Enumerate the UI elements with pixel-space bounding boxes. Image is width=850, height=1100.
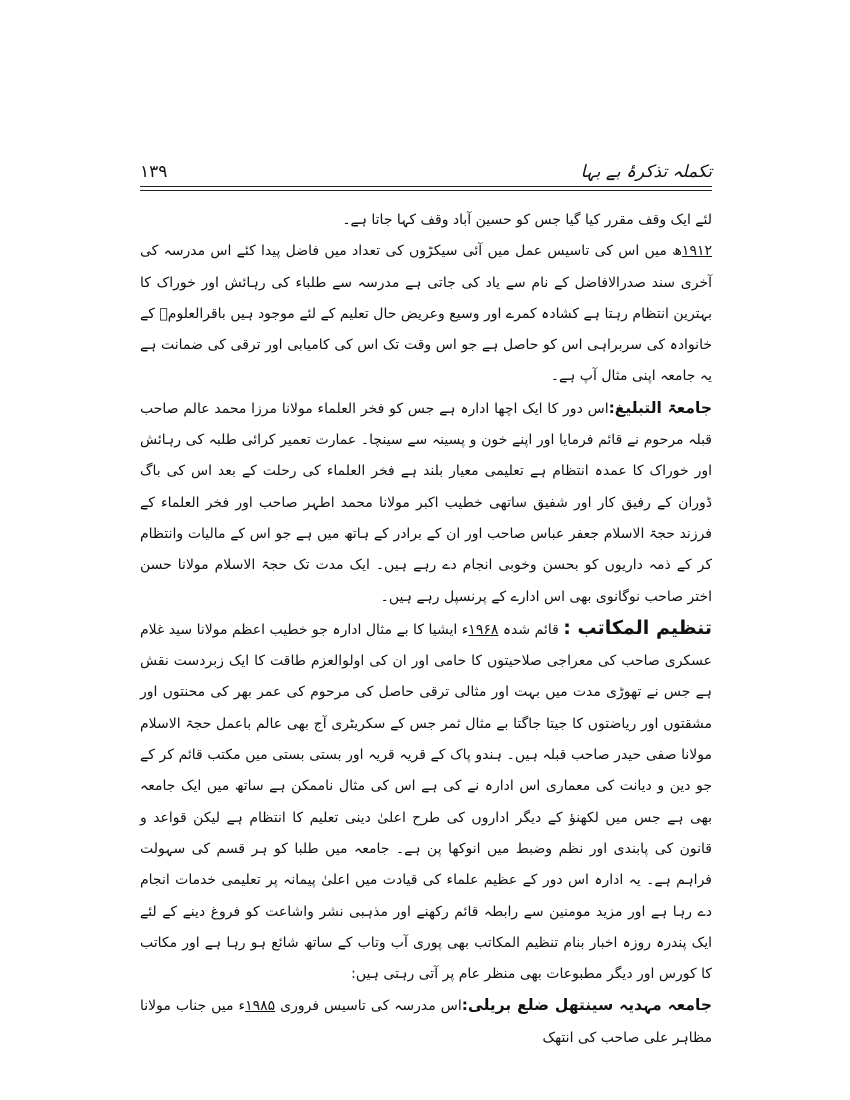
paragraph-text-before: اس مدرسہ کی تاسیس فروری <box>275 998 462 1015</box>
page-header <box>140 160 712 184</box>
paragraph-jamiat-tabligh <box>140 393 712 613</box>
year-figure: ۱۹۸۵ <box>245 998 276 1015</box>
paragraph-heading: جامعہ مہدیہ سینتھل ضلع بریلی: <box>461 996 712 1015</box>
paragraph-heading: جامعۃ التبلیغ: <box>608 398 712 417</box>
paragraph-tanzeem-ul-makatib <box>140 613 712 991</box>
paragraph-text-before: قائم شدہ <box>498 621 559 638</box>
page-number: ۱۳۹ <box>140 162 168 182</box>
paragraph-text: ء میں جناب مولانا مظاہر علی صاحب کی انتھک <box>140 998 712 1046</box>
paragraph-text: ء ایشیا کا بے مثال ادارہ جو خطیب اعظم مولانا سید غلام عسکری صاحب کی معراجی صلاحیتوں کا حامی اور ان کی اولوالعزم طاقت کا ایک زبردست نقش ہے جس نے تھوڑی مدت میں بہت اور مثالی ترقی حاصل کی مرحوم کی عمر بھر کی محنتوں اور مشقتوں اور ریاضتوں کا جیتا جاگتا بے مثال ثمر جس کے سکریٹری آج بھی عالم باعمل حجۃ الاسلام مولانا صفی حیدر صاحب قبلہ ہیں۔ ہندو پاک کے قریہ قریہ اور بستی بستی میں مکتب قائم کر کے جو دین و دیانت کی معماری اس ادارہ نے کی ہے اس کی مثال ناممکن ہے ساتھ میں ایک جامعہ بھی ہے جس میں لکھنؤ کے دیگر اداروں کی طرح اعلیٰ دینی تعلیم کا انتظام ہے لیکن قواعد و قانون کی پابندی اور نظم وضبط میں انوکھا پن ہے۔ جامعہ میں طلبا کو ہر قسم کی سہولت فراہم ہے۔ یہ ادارہ اس دور کے عظیم علماء کی قیادت میں اعلیٰ پیمانہ پر تعلیمی خدمات انجام دے رہا ہے اور مزید مومنین سے رابطہ قائم رکھنے اور مذہبی نشر واشاعت کو فروغ دینے کے لئے ایک پندرہ روزہ اخبار بنام تنظیم المکاتب بھی پوری آب وتاب کے ساتھ شائع ہو رہا ہے اور مکاتب کا کورس اور دیگر مطبوعات بھی منظر عام پر آتی رہتی ہیں: <box>140 621 712 983</box>
header-rule-top <box>140 186 712 187</box>
paragraph-jamia-mahdiya <box>140 990 712 1054</box>
paragraph-madrasa <box>140 236 712 392</box>
running-title: تکملہ تذکرۂ بے بہا <box>580 162 712 182</box>
year-figure: ۱۹۶۸ <box>468 621 499 638</box>
header-rule-bottom <box>140 190 712 191</box>
year-figure: ۱۹۱۲ <box>681 243 712 260</box>
paragraph-waqf <box>140 205 712 236</box>
paragraph-heading: تنظیم المکاتب : <box>563 616 713 639</box>
body-text <box>140 205 712 1054</box>
paragraph-text: ھ میں اس کی تاسیس عمل میں آئی سیکڑوں کی تعداد میں فاضل پیدا کئے اس مدرسہ کی آخری سند صدرالافاضل کے نام سے یاد کی جاتی ہے مدرسہ سے طلباء کی رہائش اور خوراک کا بہترین انتظام رہتا ہے کشادہ کمرے اور وسیع وعریض حال تعلیم کے لئے موجود ہیں باقرالعلومؒ کے خانوادہ کی سربراہی اس کو حاصل ہے جو اس وقت تک اس کی کامیابی اور ترقی کی ضمانت ہے یہ جامعہ اپنی مثال آپ ہے۔ <box>140 243 712 385</box>
paragraph-text: لئے ایک وقف مقرر کیا گیا جس کو حسین آباد وقف کہا جاتا ہے۔ <box>342 212 712 228</box>
paragraph-text: اس دور کا ایک اچھا ادارہ ہے جس کو فخر العلماء مولانا مرزا محمد عالم صاحب قبلہ مرحوم نے قائم فرمایا اور اپنے خون و پسینہ سے سینچا۔ عمارت تعمیر کرائی طلبہ کی رہائش اور خوراک کا عمدہ انتظام ہے تعلیمی معیار بلند ہے فخر العلماء کی رحلت کے بعد اس کی باگ ڈوران کے رفیق کار اور شفیق ساتھی خطیب اکبر مولانا محمد اطہر صاحب اور فخر العلماء کے فرزند حجۃ الاسلام جعفر عباس صاحب اور ان کے برادر کے ہاتھ میں ہے جو اس کے مالیات وانتظام کر کے ذمہ داریوں کو بحسن وخوبی انجام دے رہے ہیں۔ ایک مدت تک حجۃ الاسلام مولانا حسن اختر صاحب نوگانوی بھی اس ادارے کے پرنسپل رہے ہیں۔ <box>140 400 712 605</box>
